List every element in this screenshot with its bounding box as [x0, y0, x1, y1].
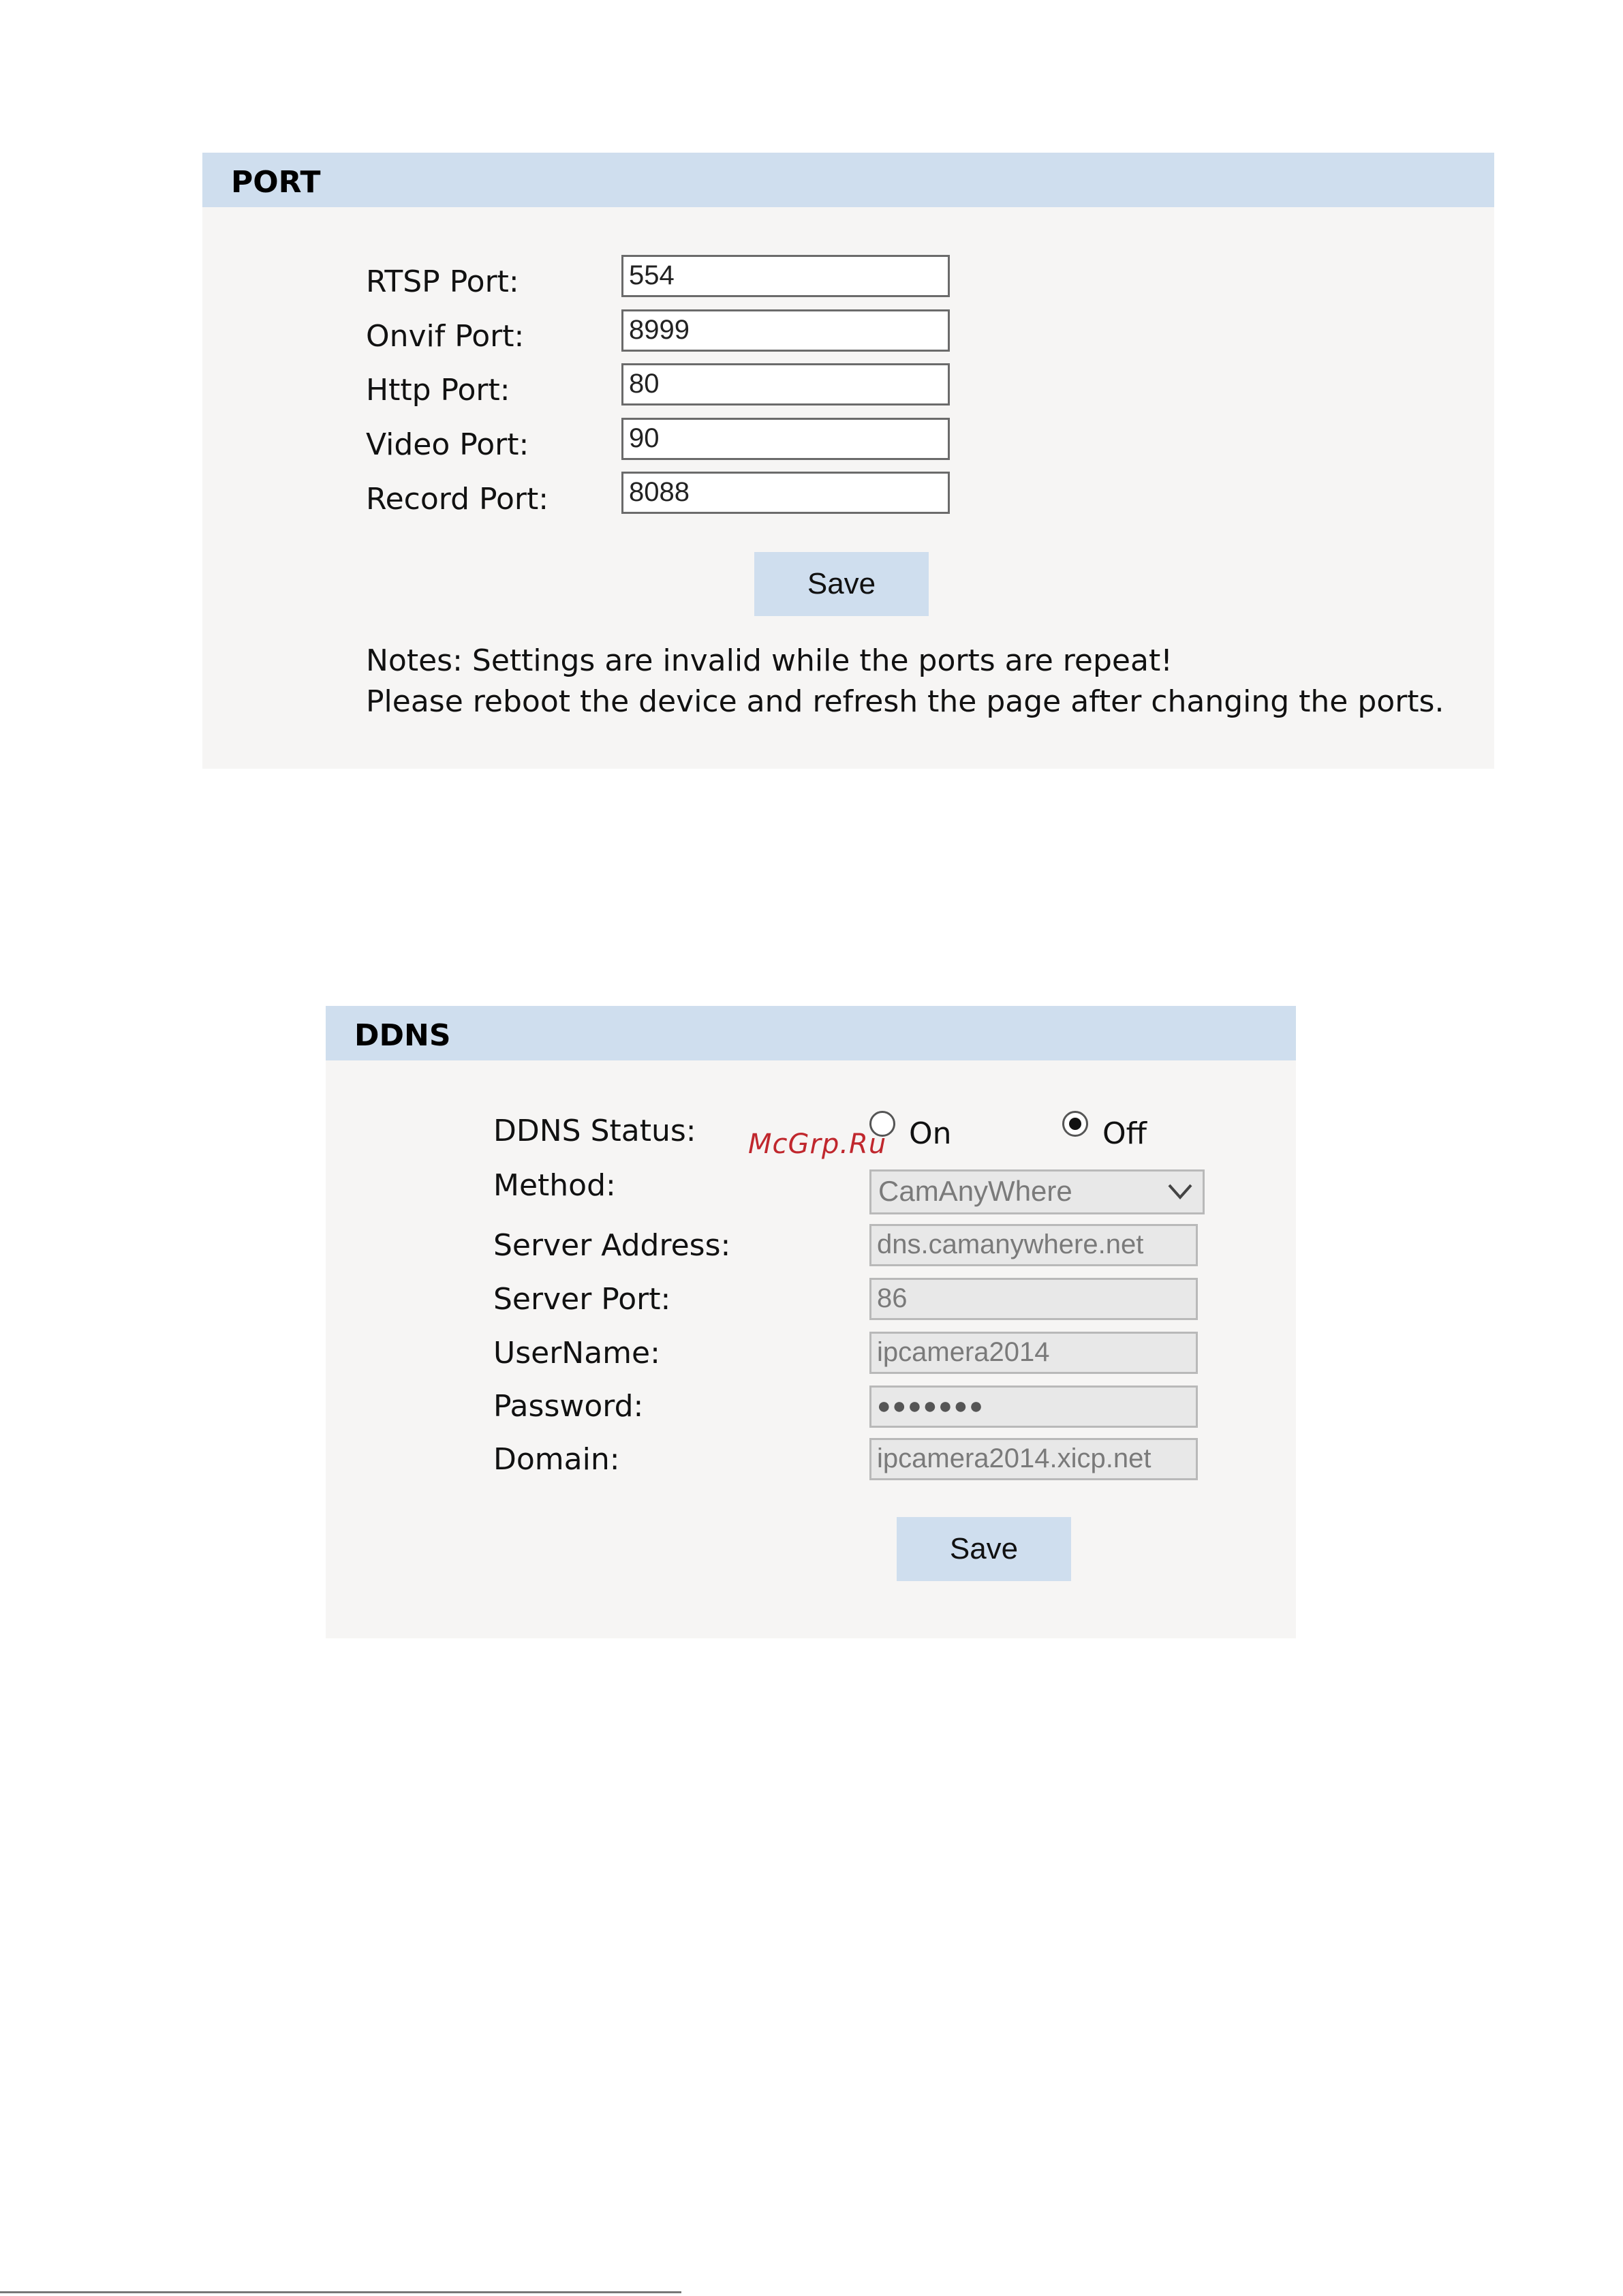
port-save-button[interactable]: Save [754, 552, 929, 616]
ddns-on-label: On [909, 1116, 952, 1151]
ddns-save-button[interactable]: Save [897, 1517, 1071, 1581]
http-port-label: Http Port: [366, 373, 510, 408]
server-port-label: Server Port: [493, 1282, 671, 1317]
port-panel [202, 153, 1494, 769]
rtsp-port-input[interactable]: 554 [621, 255, 950, 297]
ddns-off-radio[interactable] [1062, 1111, 1088, 1137]
method-select-value: CamAnyWhere [878, 1175, 1072, 1207]
ddns-off-label: Off [1102, 1116, 1147, 1151]
username-label: UserName: [493, 1336, 660, 1371]
rtsp-port-label: RTSP Port: [366, 264, 519, 299]
port-panel-header [202, 153, 1494, 207]
username-input[interactable]: ipcamera2014 [869, 1332, 1198, 1374]
chevron-down-icon [1167, 1182, 1193, 1200]
ddns-panel [326, 1006, 1296, 1638]
password-input[interactable]: ●●●●●●● [869, 1386, 1198, 1428]
radio-selected-dot [1069, 1118, 1081, 1130]
video-port-input[interactable]: 90 [621, 418, 950, 460]
footer-divider [0, 2291, 681, 2293]
domain-input[interactable]: ipcamera2014.xicp.net [869, 1438, 1198, 1480]
onvif-port-label: Onvif Port: [366, 319, 525, 354]
record-port-label: Record Port: [366, 482, 549, 517]
port-note-line-1: Notes: Settings are invalid while the ports are repeat! [366, 643, 1173, 678]
watermark: McGrp.Ru [748, 1129, 887, 1160]
password-label: Password: [493, 1389, 644, 1424]
method-label: Method: [493, 1168, 616, 1203]
http-port-input[interactable]: 80 [621, 363, 950, 405]
ddns-panel-header [326, 1006, 1296, 1060]
server-address-input[interactable]: dns.camanywhere.net [869, 1224, 1198, 1266]
domain-label: Domain: [493, 1442, 620, 1477]
ddns-title: DDNS [354, 1018, 451, 1053]
server-port-input[interactable]: 86 [869, 1278, 1198, 1320]
record-port-input[interactable]: 8088 [621, 472, 950, 514]
port-title: PORT [231, 165, 321, 200]
method-select[interactable] [869, 1169, 1205, 1214]
video-port-label: Video Port: [366, 427, 529, 462]
server-address-label: Server Address: [493, 1228, 731, 1263]
onvif-port-input[interactable]: 8999 [621, 309, 950, 352]
ddns-status-label: DDNS Status: [493, 1114, 696, 1148]
port-note-line-2: Please reboot the device and refresh the page after changing the ports. [366, 684, 1444, 719]
